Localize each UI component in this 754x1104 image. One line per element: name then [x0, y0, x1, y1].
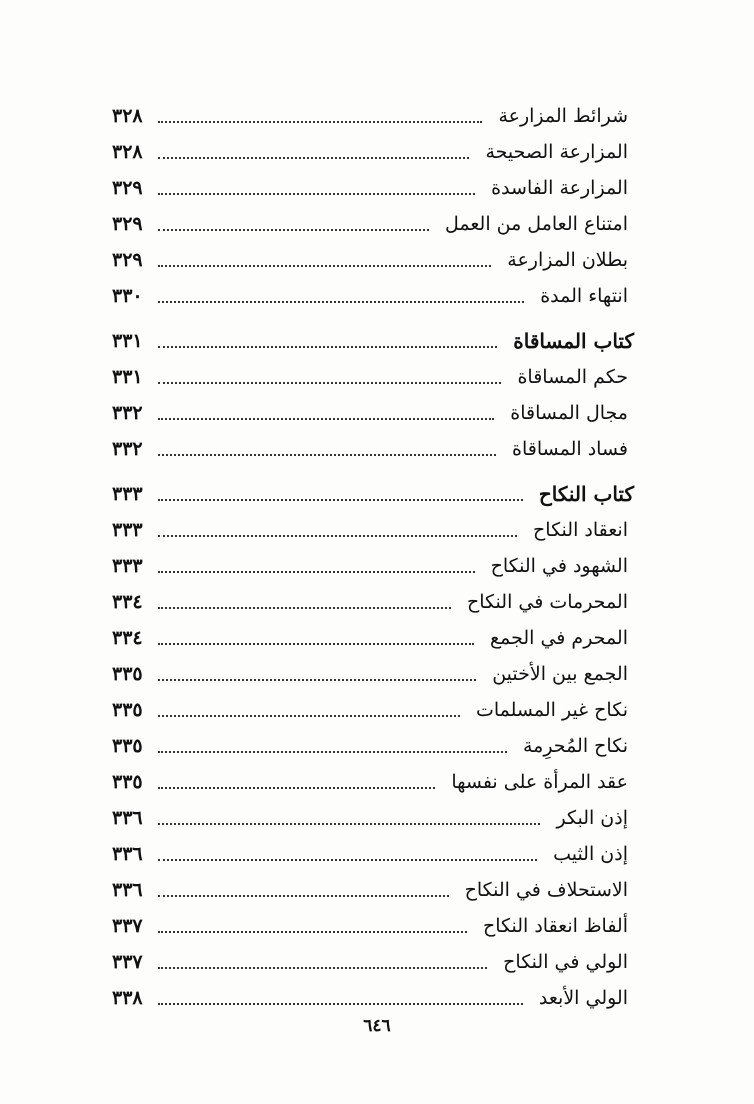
toc-entry-row [112, 242, 634, 278]
dot-leader [158, 859, 537, 861]
entry-page-number: ٣٣٦ [112, 843, 143, 865]
toc-entry-row [112, 764, 634, 800]
entry-title: الشهود في النكاح [490, 555, 628, 577]
dot-leader [158, 643, 474, 645]
dot-leader [158, 301, 524, 303]
entry-page-number: ٣٢٩ [112, 249, 143, 271]
entry-title: نكاح غير المسلمات [475, 699, 628, 721]
entry-title: الولي الأبعد [538, 987, 628, 1009]
entry-page-number: ٣٣٦ [112, 879, 143, 901]
entry-title: انتهاء المدة [540, 285, 628, 307]
entry-page-number: ٣٣١ [112, 366, 143, 388]
dot-leader [158, 967, 487, 969]
dot-leader [158, 571, 475, 573]
entry-page-number: ٣٣٠ [112, 285, 143, 307]
entry-title: انعقاد النكاح [533, 519, 628, 541]
toc-entry-row [112, 548, 634, 584]
toc-entry-row [112, 512, 634, 548]
toc-entry-row [112, 872, 634, 908]
entry-page-number: ٣٣٨ [112, 987, 143, 1009]
dot-leader [158, 382, 501, 384]
dot-leader [158, 1003, 523, 1005]
entry-title: مجال المساقاة [510, 402, 628, 424]
toc-entry-row [112, 836, 634, 872]
toc-entry-row [112, 584, 634, 620]
entry-title: حكم المساقاة [517, 366, 628, 388]
toc-entry-row [112, 944, 634, 980]
entry-title: الولي في النكاح [503, 951, 628, 973]
entry-title: عقد المرأة على نفسها [451, 771, 628, 793]
dot-leader [158, 751, 507, 753]
entry-title: نكاح المُحرِمة [522, 735, 628, 757]
toc-entry-row [112, 170, 634, 206]
toc-chapter-row [112, 323, 634, 359]
dot-leader [158, 679, 476, 681]
dot-leader [158, 454, 496, 456]
entry-page-number: ٣٣٧ [112, 951, 143, 973]
entry-page-number: ٣٣١ [112, 330, 143, 352]
dot-leader [158, 499, 523, 501]
entry-page-number: ٣٢٨ [112, 141, 143, 163]
toc-entry-row [112, 620, 634, 656]
entry-title: المحرم في الجمع [490, 627, 628, 649]
entry-title: شرائط المزارعة [498, 105, 628, 127]
dot-leader [158, 607, 451, 609]
entry-page-number: ٣٣٥ [112, 663, 143, 685]
dot-leader [158, 121, 482, 123]
dot-leader [158, 787, 435, 789]
entry-page-number: ٣٣٣ [112, 483, 143, 505]
toc-entry-row [112, 800, 634, 836]
entry-title: المحرمات في النكاح [467, 591, 628, 613]
dot-leader [158, 535, 517, 537]
entry-page-number: ٣٣٥ [112, 771, 143, 793]
toc-chapter-row [112, 476, 634, 512]
dot-leader [158, 229, 429, 231]
entry-page-number: ٣٢٩ [112, 177, 143, 199]
toc-entry-row [112, 656, 634, 692]
dot-leader [158, 895, 449, 897]
entry-title: إذن الثيب [553, 843, 628, 865]
entry-page-number: ٣٣٣ [112, 555, 143, 577]
chapter-title: كتاب المساقاة [513, 329, 634, 353]
entry-page-number: ٣٣٤ [112, 627, 143, 649]
entry-title: إذن البكر [556, 807, 628, 829]
toc-entry-row [112, 395, 634, 431]
dot-leader [158, 265, 491, 267]
toc-entry-row [112, 134, 634, 170]
chapter-title: كتاب النكاح [538, 482, 634, 506]
dot-leader [158, 823, 540, 825]
entry-title: الجمع بين الأختين [492, 663, 628, 685]
dot-leader [158, 418, 494, 420]
entry-page-number: ٣٢٨ [112, 105, 143, 127]
entry-title: فساد المساقاة [512, 438, 628, 460]
toc-entry-row [112, 980, 634, 1016]
toc-entry-row [112, 431, 634, 467]
page-number: ٦٤٦ [363, 1016, 391, 1036]
entry-page-number: ٣٣٦ [112, 807, 143, 829]
entry-page-number: ٣٣٣ [112, 519, 143, 541]
toc-entry-row [112, 359, 634, 395]
toc-entry-row [112, 278, 634, 314]
toc-entry-row [112, 728, 634, 764]
entry-title: الاستحلاف في النكاح [464, 879, 628, 901]
toc-entry-row [112, 98, 634, 134]
entry-page-number: ٣٣٢ [112, 402, 143, 424]
entry-title: ألفاظ انعقاد النكاح [482, 915, 628, 937]
toc-entry-row [112, 206, 634, 242]
dot-leader [158, 157, 469, 159]
entry-page-number: ٣٣٥ [112, 735, 143, 757]
entry-title: المزارعة الفاسدة [491, 177, 628, 199]
entry-page-number: ٣٣٢ [112, 438, 143, 460]
table-of-contents [112, 98, 634, 1016]
entry-page-number: ٣٣٥ [112, 699, 143, 721]
toc-entry-row [112, 908, 634, 944]
entry-title: المزارعة الصحيحة [485, 141, 628, 163]
entry-page-number: ٣٣٧ [112, 915, 143, 937]
entry-title: بطلان المزارعة [507, 249, 628, 271]
dot-leader [158, 931, 467, 933]
entry-title: امتناع العامل من العمل [444, 213, 628, 235]
entry-page-number: ٣٢٩ [112, 213, 143, 235]
dot-leader [158, 193, 475, 195]
dot-leader [158, 346, 497, 348]
toc-entry-row [112, 692, 634, 728]
dot-leader [158, 715, 460, 717]
entry-page-number: ٣٣٤ [112, 591, 143, 613]
